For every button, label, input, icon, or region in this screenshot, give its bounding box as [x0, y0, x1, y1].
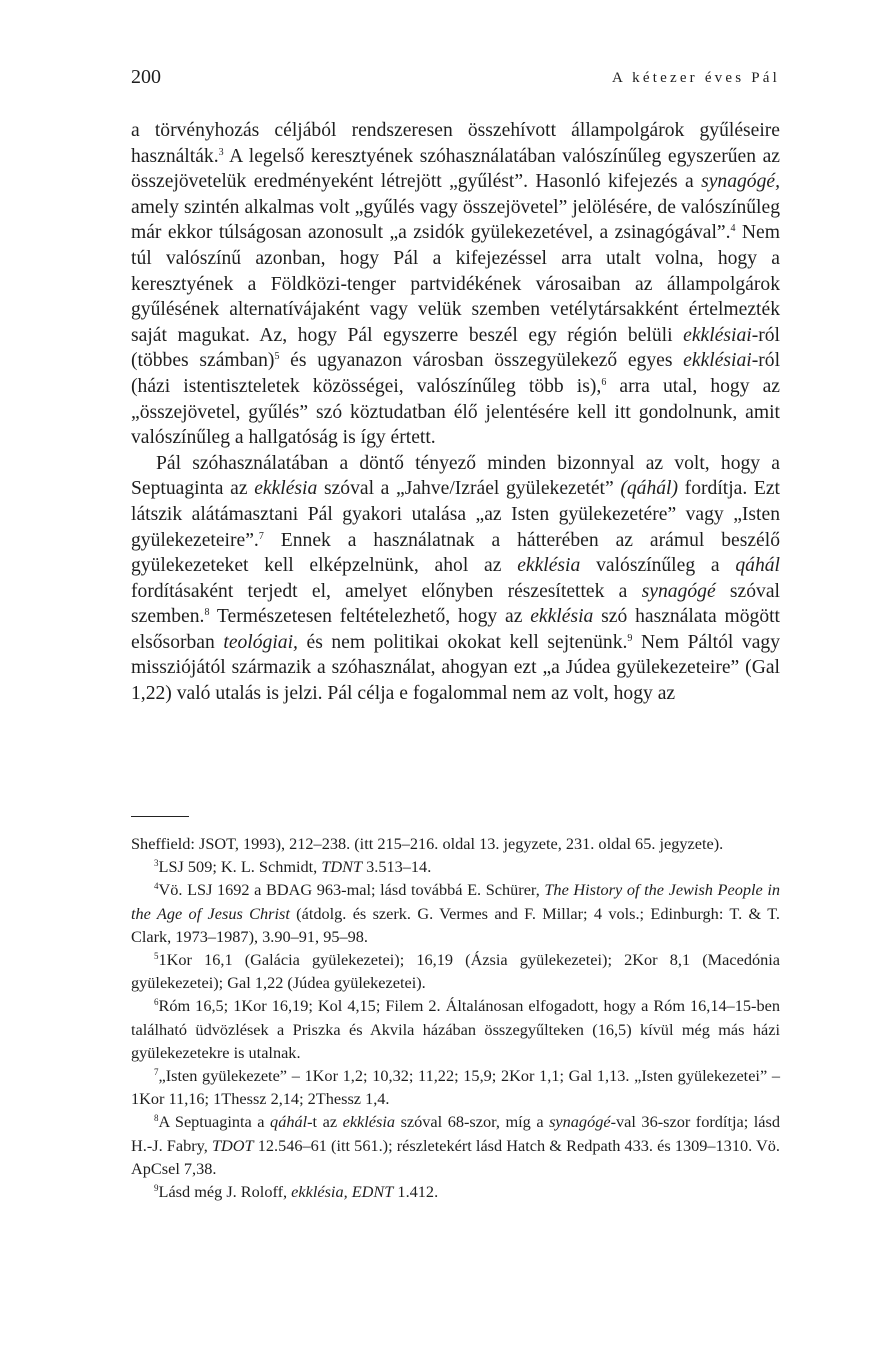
footnotes	[131, 832, 780, 1203]
footnote-ref-9[interactable]: 9	[627, 632, 633, 644]
footnote-7: $^7$„Isten gyülekezete” – 1Kor 1,2; 10,32; 11,22; 15,9; 2Kor 1,1; Gal 1,13. „Isten gyülekezetei” – 1Kor 11,16; 1Thessz 2,14; 2Thessz 1,4.	[131, 1066, 780, 1109]
footnote-ref-6[interactable]: 6	[601, 376, 607, 388]
page-header	[131, 66, 780, 90]
footnote-ref-8[interactable]: 8	[204, 607, 210, 619]
footnote-4: $^4$Vö. LSJ 1692 a BDAG 963-mal; lásd továbbá E. Schürer, The History of the Jewish People in the Age of Jesus Christ (átdolg. és szerk. G. Vermes and F. Millar; 4 vols.; Edinburgh: T. & T. Clark, 1973–1987), 3.90–91, 95–98.	[131, 880, 780, 946]
footnote-5: $^5$1Kor 16,1 (Galácia gyülekezetei); 16,19 (Ázsia gyülekezetei); 2Kor 8,1 (Macedónia gyülekezetei); Gal 1,22 (Júdea gyülekezetei).	[131, 950, 780, 993]
footnote-ref-3[interactable]: 3	[218, 146, 224, 158]
footnote-3: $^3$LSJ 509; K. L. Schmidt, TDNT 3.513–14.	[154, 857, 432, 877]
body-text	[131, 118, 780, 707]
footnote-6: $^6$Róm 16,5; 1Kor 16,19; Kol 4,15; Filem 2. Általánosan elfogadott, hogy a Róm 16,14–15-ben található üdvözlések a Priszka és Akvila házában összegyűlteken (16,5) kívül még más házi gyülekezetekre is utalnak.	[131, 996, 780, 1062]
footnote-divider	[131, 816, 189, 817]
running-title: A kétezer éves Pál	[612, 70, 780, 86]
footnote-ref-7[interactable]: 7	[258, 530, 264, 542]
footnote-8: $^8$A Septuaginta a qáhál-t az ekklésia szóval 68-szor, míg a synagógé-val 36-szor fordítja; lásd H.-J. Fabry, TDOT 12.546–61 (itt 561.); részletekért lásd Hatch & Redpath 433. és 1309–1310. Vö. ApCsel 7,38.	[131, 1112, 780, 1178]
page-number: 200	[131, 66, 161, 88]
paragraph-1: a törvényhozás céljából rendszeresen összehívott állampolgárok gyűléseire használták.$^3$ A legelső keresztyének szóhasználatában valószínűleg egyszerűen az összejövetelük eredményeként létrejött „gyűlést”. Hasonló kifejezés a synagógé, amely szintén alkalmas volt „gyűlés vagy összejövetel” jelölésére, de valószínűleg már ekkor túlságosan azonosult „a zsidók gyülekezetével, a zsinagógával”.$^4$ Nem túl valószínű azonban, hogy Pál a kifejezéssel arra utalt volna, hogy a keresztyének a Földközi-tenger partvidékének városaiban az állampolgárok gyűlésének alternatívájaként vagy velük szemben vetélytársakként értelmezték saját magukat. Az, hogy Pál egyszerre beszél egy régión belüli ekklésiai-ról (többes számban)$^5$ és ugyanazon városban összegyülekező egyes ekklésiai-ról (házi istentiszteletek közösségei, valószínűleg több is),$^6$ arra utal, hogy az „összejövetel, gyűlés” szó köztudatban élő jelentésére kell itt gondolnunk, amit valószínűleg a hallgatóság is így értett.	[131, 120, 781, 449]
footnote-ref-5[interactable]: 5	[274, 351, 280, 363]
footnote-continuation: Sheffield: JSOT, 1993), 212–238. (itt 215–216. oldal 13. jegyzete, 231. oldal 65. jegyzete).	[131, 834, 724, 853]
footnote-9: $^9$Lásd még J. Roloff, ekklésia, EDNT 1.412.	[154, 1182, 439, 1202]
footnote-ref-4[interactable]: 4	[730, 223, 736, 235]
paragraph-2: Pál szóhasználatában a döntő tényező minden bizonnyal az volt, hogy a Septuaginta az ekklésia szóval a „Jahve/Izráel gyülekezetét” (qáhál) fordítja. Ezt látszik alátámasztani Pál gyakori utalása „az Isten gyülekezetére” vagy „Isten gyülekezeteire”.$^7$ Ennek a használatnak a hátterében az arámul beszélő gyülekezeteket kell elképzelnünk, ahol az ekklésia valószínűleg a qáhál fordításaként terjedt el, amelyet előnyben részesítettek a synagógé szóval szemben.$^8$ Természetesen feltételezhető, hogy az ekklésia szó használata mögött elsősorban teológiai, és nem politikai okokat kell sejtenünk.$^9$ Nem Páltól vagy missziójától származik a szóhasználat, ahogyan ezt „a Júdea gyülekezeteire” (Gal 1,22) való utalás is jelzi. Pál célja e fogalommal nem az volt, hogy az	[131, 452, 781, 705]
